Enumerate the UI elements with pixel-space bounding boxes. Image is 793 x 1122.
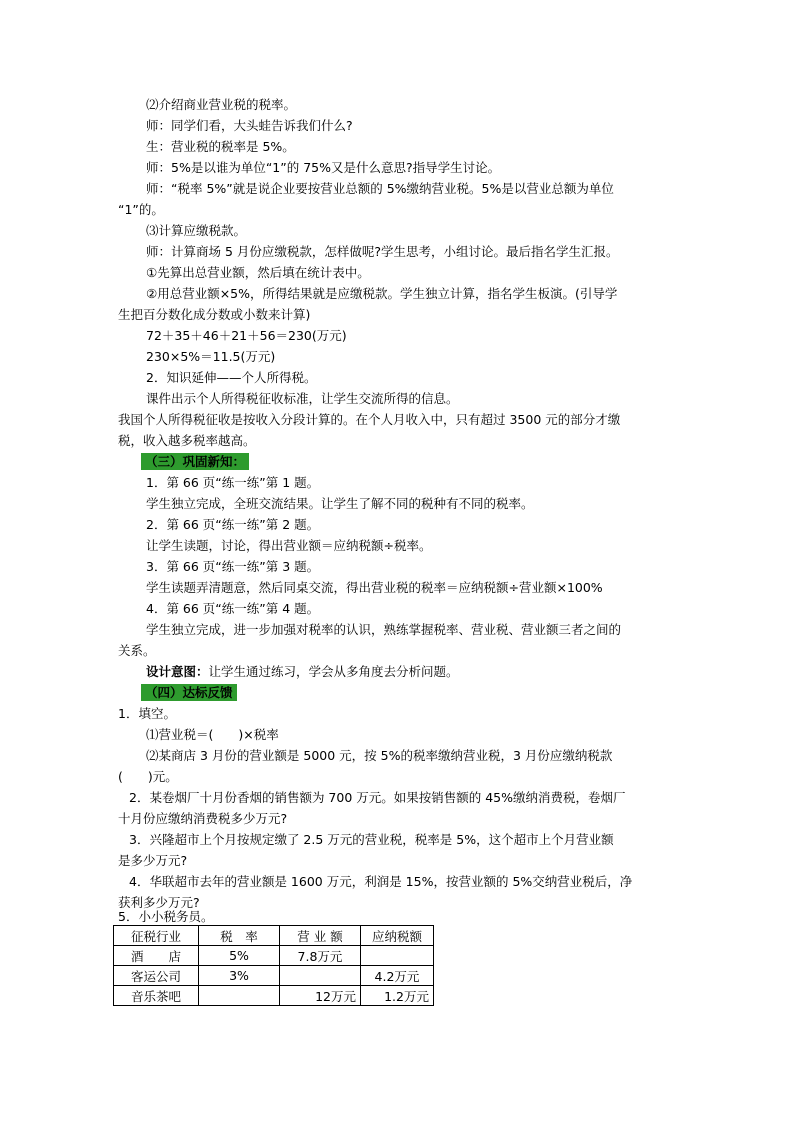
para-line: 师：计算商场 5 月份应缴税款，怎样做呢?学生思考，小组讨论。最后指名学生汇报。 bbox=[146, 244, 619, 259]
question-line: 十月份应缴纳消费税多少万元? bbox=[118, 811, 288, 826]
para-line: 学生读题弄清题意，然后同桌交流，得出营业税的税率＝应纳税额÷营业额×100% bbox=[146, 580, 603, 595]
table-cell: 4.2万元 bbox=[361, 966, 434, 986]
para-line: ⑵介绍商业营业税的税率。 bbox=[146, 97, 297, 112]
table-row bbox=[114, 966, 434, 986]
para-line: 生把百分数化成分数或小数来计算) bbox=[118, 307, 311, 322]
table-cell: 7.8万元 bbox=[280, 946, 361, 966]
question-line: ( )元。 bbox=[118, 769, 178, 784]
question-line: ⑴营业税＝( )×税率 bbox=[146, 727, 279, 742]
exercise-line: 2．第 66 页“练一练”第 2 题。 bbox=[146, 517, 320, 532]
para-line: 师：同学们看，大头蛙告诉我们什么? bbox=[146, 118, 353, 133]
formula-line: 72＋35＋46＋21＋56＝230(万元) bbox=[146, 328, 347, 343]
question-line: 1．填空。 bbox=[118, 706, 176, 721]
para-line: 让学生读题，讨论，得出营业额＝应纳税额÷税率。 bbox=[146, 538, 432, 553]
table-row bbox=[114, 946, 434, 966]
para-line: 我国个人所得税征收是按收入分段计算的。在个人月收入中，只有超过 3500 元的部分才缴 bbox=[118, 412, 621, 427]
table-cell: 3% bbox=[199, 966, 280, 986]
table-header-row bbox=[114, 926, 434, 946]
question-line: 2．某卷烟厂十月份香烟的销售额为 700 万元。如果按销售额的 45%缴纳消费税，卷烟厂 bbox=[129, 790, 626, 805]
para-line: 师：5%是以谁为单位“1”的 75%又是什么意思?指导学生讨论。 bbox=[146, 160, 501, 175]
para-line: 学生独立完成，进一步加强对税率的认识，熟练掌握税率、营业税、营业额三者之间的 bbox=[146, 622, 622, 637]
para-line: ①先算出总营业额，然后填在统计表中。 bbox=[146, 265, 370, 280]
table-cell: 1.2万元 bbox=[361, 986, 434, 1006]
para-line: 关系。 bbox=[118, 643, 156, 658]
table-cell bbox=[361, 946, 434, 966]
para-line: 学生独立完成，全班交流结果。让学生了解不同的税种有不同的税率。 bbox=[146, 496, 534, 511]
table-header-cell: 应纳税额 bbox=[361, 926, 434, 946]
exercise-line: 1．第 66 页“练一练”第 1 题。 bbox=[146, 475, 320, 490]
question-line: 3．兴隆超市上个月按规定缴了 2.5 万元的营业税，税率是 5%，这个超市上个月营业额 bbox=[129, 832, 614, 847]
question-line: 4．华联超市去年的营业额是 1600 万元，利润是 15%，按营业额的 5%交纳营业税后，净 bbox=[129, 874, 633, 889]
design-intent-label: 设计意图： bbox=[146, 664, 209, 679]
table-cell: 音乐茶吧 bbox=[114, 986, 199, 1006]
question-line: 是多少万元? bbox=[118, 853, 188, 868]
table-header-cell: 营 业 额 bbox=[280, 926, 361, 946]
section-heading-label: （四）达标反馈 bbox=[141, 684, 237, 701]
table-cell bbox=[199, 986, 280, 1006]
design-intent-text: 让学生通过练习，学会从多角度去分析问题。 bbox=[208, 664, 459, 679]
section-heading-label: （三）巩固新知： bbox=[141, 453, 249, 470]
para-line: 师：“税率 5%”就是说企业要按营业总额的 5%缴纳营业税。5%是以营业总额为单位 bbox=[146, 181, 614, 196]
para-line: ⑶计算应缴税款。 bbox=[146, 223, 247, 238]
para-line: 课件出示个人所得税征收标准，让学生交流所得的信息。 bbox=[146, 391, 459, 406]
table-row bbox=[114, 986, 434, 1006]
section-heading-consolidate bbox=[141, 453, 249, 470]
table-header-cell: 征税行业 bbox=[114, 926, 199, 946]
formula-line: 230×5%＝11.5(万元) bbox=[146, 349, 276, 364]
question-line: 获利多少万元? bbox=[118, 895, 200, 910]
tax-table bbox=[113, 925, 434, 1006]
design-intent-line bbox=[146, 664, 459, 680]
para-line: ②用总营业额×5%，所得结果就是应缴税款。学生独立计算，指名学生板演。(引导学 bbox=[146, 286, 618, 301]
exercise-line: 3．第 66 页“练一练”第 3 题。 bbox=[146, 559, 320, 574]
table-cell: 酒 店 bbox=[114, 946, 199, 966]
para-line: 生：营业税的税率是 5%。 bbox=[146, 139, 295, 154]
question-line: 5．小小税务员。 bbox=[118, 909, 214, 924]
section-heading-feedback bbox=[141, 684, 237, 701]
table-cell: 客运公司 bbox=[114, 966, 199, 986]
exercise-line: 4．第 66 页“练一练”第 4 题。 bbox=[146, 601, 320, 616]
para-line: 2．知识延伸——个人所得税。 bbox=[146, 370, 317, 385]
question-line: ⑵某商店 3 月份的营业额是 5000 元，按 5%的税率缴纳营业税，3 月份应缴纳税款 bbox=[146, 748, 613, 763]
para-line: 税，收入越多税率越高。 bbox=[118, 433, 256, 448]
table-cell bbox=[280, 966, 361, 986]
table-cell: 12万元 bbox=[280, 986, 361, 1006]
para-line: “1”的。 bbox=[118, 202, 164, 217]
table-cell: 5% bbox=[199, 946, 280, 966]
table-header-cell: 税 率 bbox=[199, 926, 280, 946]
